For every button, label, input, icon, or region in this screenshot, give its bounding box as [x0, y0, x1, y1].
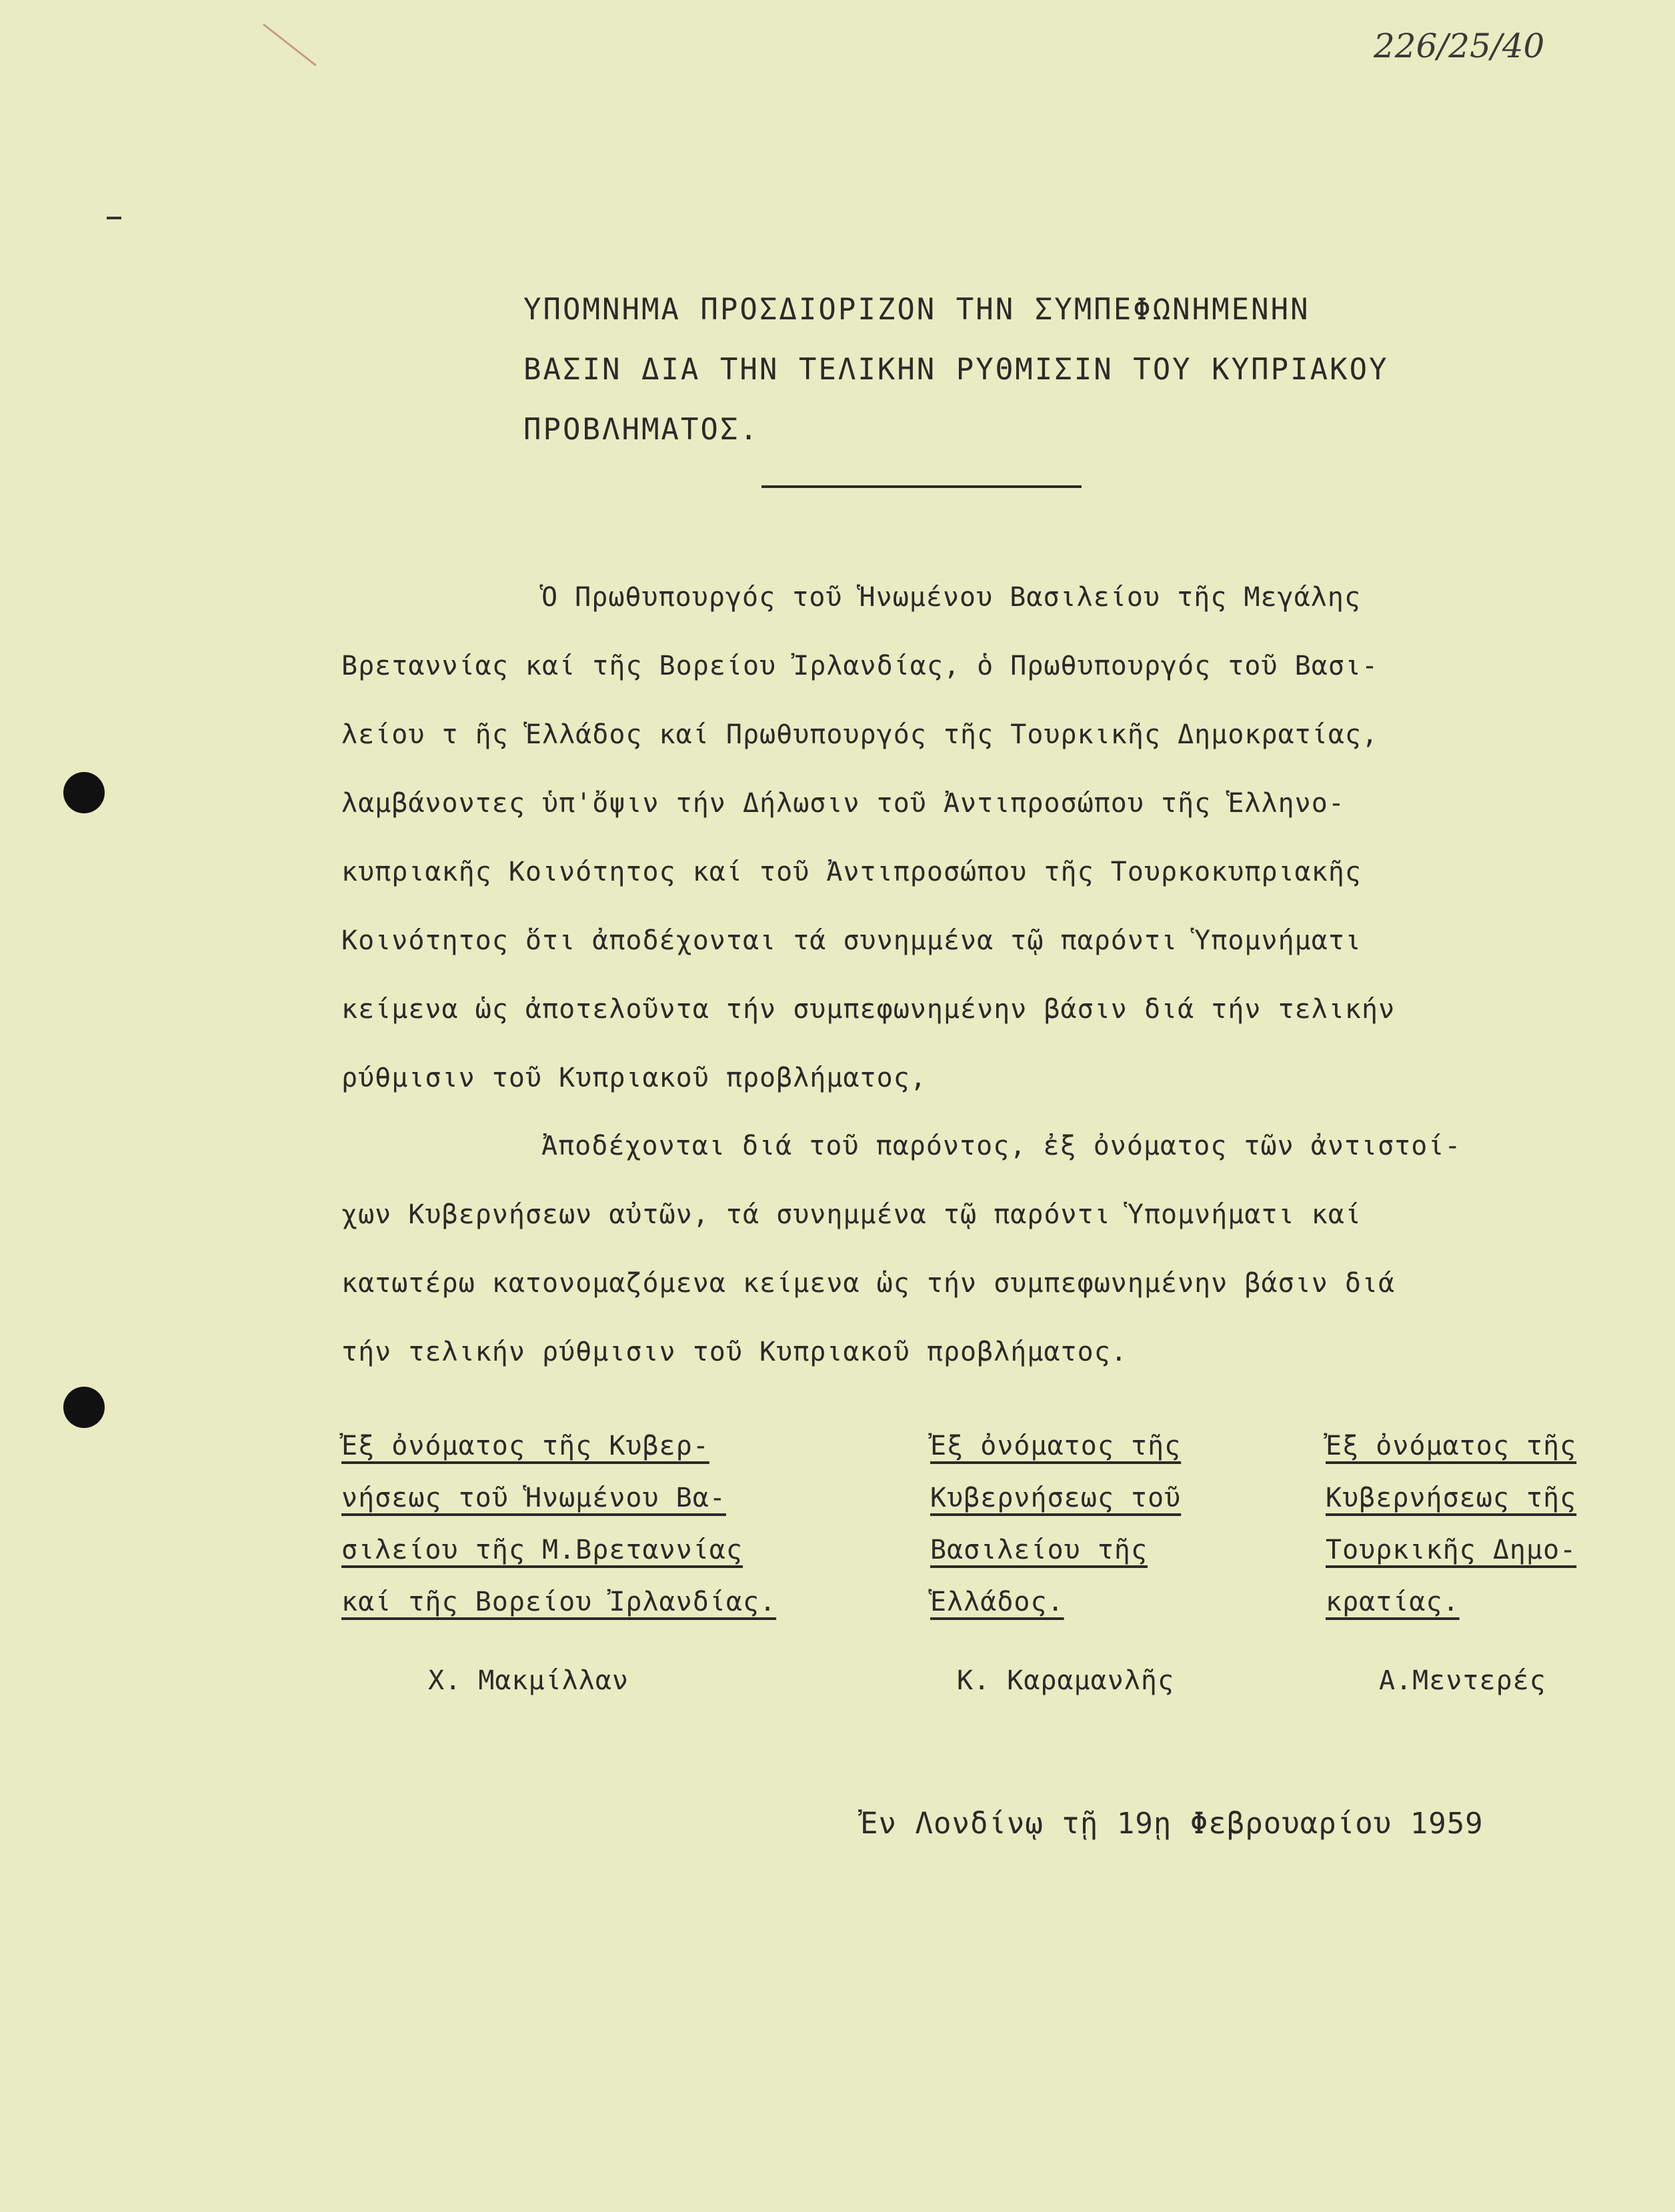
paragraph-line: Ὁ Πρωθυπουργός τοῦ Ἡνωμένου Βασιλείου τῆς Μεγάλης — [541, 582, 1362, 613]
paragraph-line: ρύθμισιν τοῦ Κυπριακοῦ προβλήματος, — [341, 1063, 927, 1093]
signature-line: σιλείου τῆς Μ.Βρεταννίας — [341, 1535, 743, 1565]
signature-block-turkey — [1326, 1420, 1646, 1707]
title-line: ΒΑΣΙΝ ΔΙΑ ΤΗΝ ΤΕΛΙΚΗΝ ΡΥΘΜΙΣΙΝ ΤΟΥ ΚΥΠΡΙΑΚΟΥ — [523, 353, 1389, 387]
punch-hole-bottom — [63, 1387, 105, 1428]
signature-line: Ἑλλάδος. — [930, 1587, 1064, 1617]
paragraph-line: λαμβάνοντες ὑπ'ὄψιν τήν Δήλωσιν τοῦ Ἀντιπροσώπου τῆς Ἑλληνο- — [341, 788, 1345, 819]
title-line: ΥΠΟΜΝΗΜΑ ΠΡΟΣΔΙΟΡΙΖΟΝ ΤΗΝ ΣΥΜΠΕΦΩΝΗΜΕΝΗΝ — [523, 293, 1310, 327]
paragraph-line: κυπριακῆς Κοινότητος καί τοῦ Ἀντιπροσώπου τῆς Τουρκοκυπριακῆς — [341, 857, 1362, 887]
paragraph-line: Βρεταννίας καί τῆς Βορείου Ἰρλανδίας, ὁ Πρωθυπουργός τοῦ Βασι- — [341, 651, 1379, 681]
reference-number: 226/25/40 — [1374, 27, 1545, 65]
title-divider — [761, 485, 1082, 488]
paragraph-line: Ἀποδέχονται διά τοῦ παρόντος, ἐξ ὀνόματος τῶν ἀντιστοί- — [541, 1131, 1462, 1161]
signatory-name: Χ. Μακμίλλαν — [428, 1665, 629, 1696]
paragraph-line: κείμενα ὡς ἀποτελοῦντα τήν συμπεφωνημένην βάσιν διά τήν τελικήν — [341, 994, 1396, 1025]
signature-line: Κυβερνήσεως τῆς — [1326, 1483, 1577, 1513]
title-line: ΠΡΟΒΛΗΜΑΤΟΣ. — [523, 413, 759, 447]
punch-hole-top — [63, 772, 105, 813]
signature-line: νήσεως τοῦ Ἡνωμένου Βα- — [341, 1483, 726, 1513]
signature-block-uk — [341, 1420, 848, 1707]
date-line: Ἐν Λονδίνῳ τῇ 19ῃ Φεβρουαρίου 1959 — [860, 1807, 1484, 1841]
paragraph-acceptance — [341, 1112, 1608, 1387]
paragraph-line: λείου τ ῆς Ἑλλάδος καί Πρωθυπουργός τῆς Τουρκικῆς Δημοκρατίας, — [341, 719, 1379, 750]
signature-line: κρατίας. — [1326, 1587, 1460, 1617]
signature-line: Ἐξ ὀνόματος τῆς — [930, 1431, 1182, 1461]
signature-line: Τουρκικῆς Δημο- — [1326, 1535, 1577, 1565]
paragraph-preamble — [341, 563, 1608, 1113]
paragraph-line: χων Κυβερνήσεων αὐτῶν, τά συνημμένα τῷ παρόντι Ὑπομνήματι καί — [341, 1199, 1362, 1230]
signature-line: Ἐξ ὀνόματος τῆς Κυβερ- — [341, 1431, 709, 1461]
signature-line: Κυβερνήσεως τοῦ — [930, 1483, 1182, 1513]
signatory-name: Α.Μεντερές — [1379, 1665, 1546, 1696]
paragraph-line: Κοινότητος ὅτι ἀποδέχονται τά συνημμένα τῷ παρόντι Ὑπομνήματι — [341, 925, 1362, 956]
margin-tick-mark — [107, 217, 121, 219]
document-title — [523, 280, 1457, 460]
paragraph-line: τήν τελικήν ρύθμισιν τοῦ Κυπριακοῦ προβλήματος. — [341, 1337, 1128, 1367]
signature-line: Βασιλείου τῆς — [930, 1535, 1148, 1565]
signature-block-greece — [930, 1420, 1290, 1707]
signatory-name: Κ. Καραμανλῆς — [957, 1665, 1175, 1696]
paragraph-line: κατωτέρω κατονομαζόμενα κείμενα ὡς τήν συμπεφωνημένην βάσιν διά — [341, 1268, 1396, 1299]
signature-line: Ἐξ ὀνόματος τῆς — [1326, 1431, 1577, 1461]
signature-line: καί τῆς Βορείου Ἰρλανδίας. — [341, 1587, 777, 1617]
corner-pen-mark — [263, 23, 317, 66]
